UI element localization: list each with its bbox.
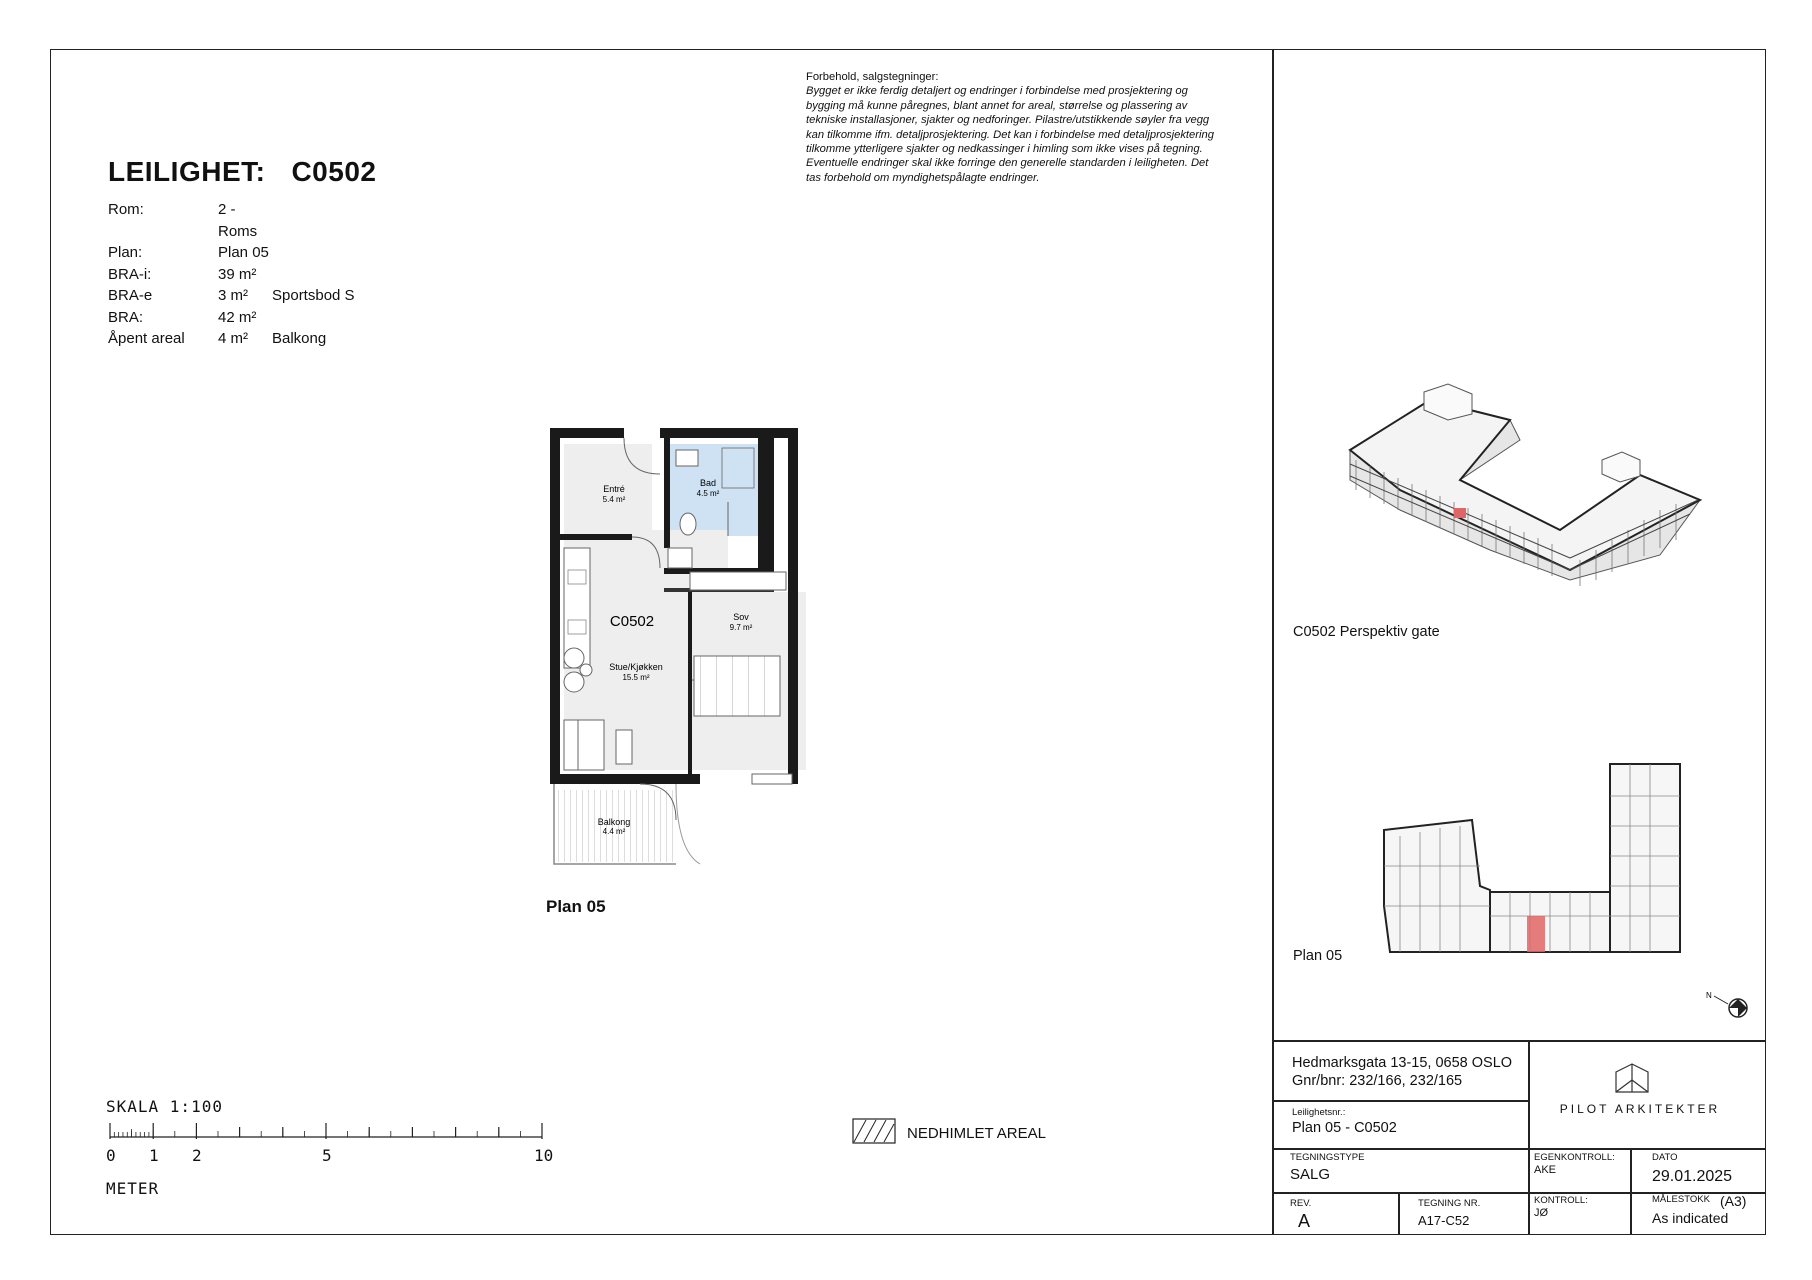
apartment-code: C0502 (291, 156, 377, 187)
fact-value: 4 m² (218, 330, 248, 347)
self-check-value: AKE (1534, 1164, 1557, 1176)
unit-highlight (1454, 508, 1466, 518)
north-arrow-icon (1704, 984, 1754, 1024)
scale-number: 5 (322, 1146, 332, 1165)
room-area-bad: 4.5 m² (696, 489, 720, 498)
disclaimer-heading: Forbehold, salgstegninger: (806, 71, 939, 83)
disclaimer (806, 70, 1266, 185)
unit-number-label: Leilighetsnr.: (1292, 1107, 1346, 1118)
svg-text:N: N (1706, 991, 1712, 1000)
fact-value: 39 m² (218, 265, 257, 283)
plan-label: Plan 05 (546, 897, 606, 916)
fact-key: BRA-e (108, 287, 153, 304)
room-name-stue: Stue/Kjøkken (609, 662, 663, 672)
scale-title: SKALA 1:100 (106, 1097, 223, 1116)
scale-stamp-label: MÅLESTOKK (1652, 1194, 1710, 1205)
legend-label: NEDHIMLET AREAL (907, 1125, 1046, 1142)
scale-number: 10 (534, 1146, 554, 1165)
apartment-title (108, 156, 376, 188)
fact-key: BRA: (108, 308, 144, 326)
drawing-type-value: SALG (1290, 1166, 1331, 1183)
fact-key: Åpent areal (108, 330, 185, 347)
titleblock-divider (1528, 1148, 1530, 1235)
disclaimer-line: bygging må kunne påregnes, blant annet for areal, størrelse og plassering av (806, 99, 1188, 112)
fact-row (108, 328, 355, 350)
room-name-sov: Sov (733, 612, 749, 622)
fact-row (108, 285, 355, 307)
unit-number-value: Plan 05 - C0502 (1292, 1120, 1397, 1136)
disclaimer-body (806, 84, 1266, 185)
date-label: DATO (1652, 1152, 1678, 1163)
fact-row (108, 199, 355, 242)
keyplan-caption: Plan 05 (1293, 948, 1343, 964)
unit-code-label: C0502 (609, 613, 655, 630)
scale-stamp-value: As indicated (1652, 1210, 1729, 1226)
sidebar-divider (1272, 49, 1274, 1235)
disclaimer-line: tekniske installasjoner, sjakter og nedforinger. Pilastre/utstikkende søyler fra vegg (806, 114, 1210, 127)
control-value: JØ (1534, 1207, 1549, 1219)
firm-name: PILOT ARKITEKTER (1559, 1102, 1721, 1116)
revision-label: REV. (1290, 1198, 1312, 1209)
room-area-sov: 9.7 m² (729, 623, 753, 632)
self-check-label: EGENKONTROLL: (1534, 1152, 1615, 1163)
titleblock-rule (1272, 1148, 1766, 1150)
fact-key: Plan: (108, 244, 143, 261)
scale-unit: METER (106, 1179, 160, 1198)
perspective-caption: C0502 Perspektiv gate (1293, 624, 1440, 640)
control-label: KONTROLL: (1534, 1195, 1588, 1206)
address-line: Hedmarksgata 13-15, 0658 OSLO (1292, 1055, 1513, 1071)
apartment-facts (108, 199, 355, 350)
room-name-balkong: Balkong (597, 817, 631, 827)
titleblock-divider (1528, 1040, 1530, 1150)
unit-highlight (1527, 916, 1545, 952)
pilot-logo-icon (1614, 1062, 1650, 1094)
room-area-stue: 15.5 m² (622, 673, 650, 682)
fact-extra: Sportsbod S (272, 287, 355, 304)
gnr-bnr: Gnr/bnr: 232/166, 232/165 (1292, 1073, 1463, 1089)
disclaimer-line: Eventuelle endringer skal ikke forringe den generelle standarden i leiligheten. Det (806, 157, 1209, 170)
hatch-legend-icon (852, 1118, 896, 1144)
floor-plan (540, 420, 810, 870)
building-perspective-image (1340, 380, 1710, 630)
fact-key: BRA-i: (108, 265, 152, 283)
fact-extra: Balkong (272, 330, 327, 347)
fact-value: Plan 05 (218, 244, 269, 261)
disclaimer-line: Bygget er ikke ferdig detaljert og endringer i forbindelse med prosjektering og (806, 85, 1188, 98)
room-area-balkong: 4.4 m² (602, 827, 626, 836)
titleblock-divider (1398, 1192, 1400, 1235)
bed-icon (694, 656, 780, 716)
room-name-entre: Entré (603, 484, 625, 494)
disclaimer-line: tilkomme ytterligere sjakter og nedkassinger i himling som ikke vises på tegning. (806, 143, 1203, 156)
fact-row (108, 264, 355, 286)
fact-value: 42 m² (218, 308, 257, 326)
disclaimer-line: tas forbehold om myndighetspålagte endringer. (806, 171, 1040, 184)
revision-value: A (1298, 1211, 1311, 1231)
key-plan-image (1380, 756, 1695, 966)
room-name-bad: Bad (699, 478, 717, 488)
drawing-number-label: TEGNING NR. (1418, 1198, 1481, 1209)
titleblock-rule (1272, 1100, 1528, 1102)
drawing-number-value: A17-C52 (1418, 1213, 1470, 1228)
scale-number: 1 (149, 1146, 159, 1165)
fact-key: Rom: (108, 201, 144, 218)
paper-size: (A3) (1720, 1193, 1747, 1209)
fact-row (108, 242, 355, 264)
date-value: 29.01.2025 (1652, 1168, 1733, 1185)
room-area-entre: 5.4 m² (602, 495, 626, 504)
fact-row (108, 307, 355, 329)
scale-number: 0 (106, 1146, 116, 1165)
fact-value: 3 m² (218, 287, 248, 304)
drawing-type-label: TEGNINGSTYPE (1290, 1152, 1365, 1163)
fact-value: 2 - Roms (218, 201, 258, 240)
apartment-label: LEILIGHET: (108, 156, 266, 187)
scale-number: 2 (192, 1146, 202, 1165)
disclaimer-line: kan tilkomme ifm. detaljprosjektering. Det kan i forbindelse med detaljprosjektering (806, 128, 1214, 141)
titleblock-top-rule (1272, 1040, 1766, 1042)
